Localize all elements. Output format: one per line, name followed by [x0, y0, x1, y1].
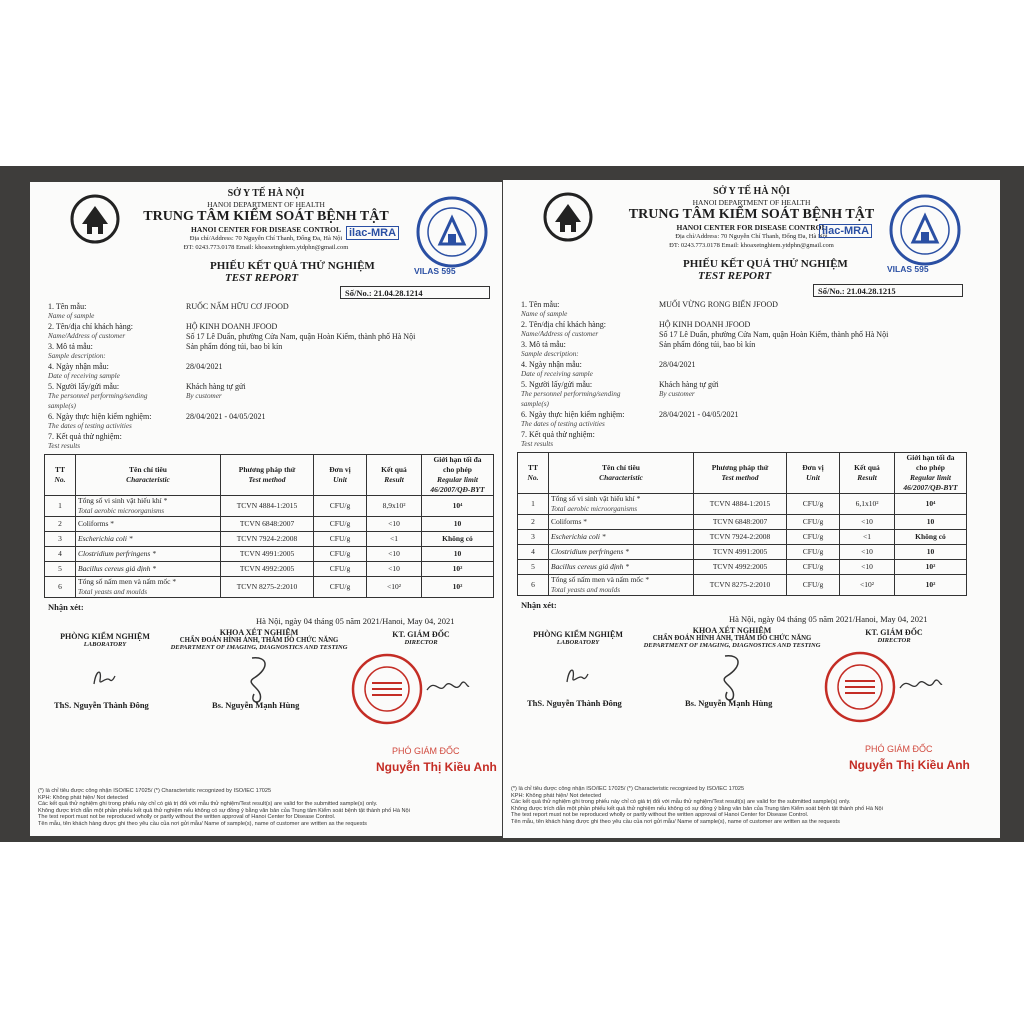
characteristic-vn: Clostridium perfringens *: [78, 549, 156, 558]
row-limit: 10²: [895, 575, 967, 596]
row-method: TCVN 4884-1:2015: [221, 496, 314, 517]
footnote-2: KPH: Không phát hiện/ Not detected: [511, 792, 602, 799]
ilac-mra-mark: ilac-MRA: [819, 224, 872, 238]
table-row: [45, 577, 494, 598]
test-report-right: [503, 180, 1000, 838]
row-unit: CFU/g: [314, 577, 367, 598]
sender-value-en: By customer: [186, 392, 222, 400]
row-result: <1: [840, 530, 895, 545]
receive-date-value: 28/04/2021: [659, 360, 696, 369]
row-limit: Không có: [895, 530, 967, 545]
row-method: TCVN 4884-1:2015: [694, 494, 787, 515]
director-signature-icon: [425, 674, 470, 699]
row-result: <10²: [367, 577, 422, 598]
table-row: [518, 560, 967, 575]
sample-name-label-en: Name of sample: [48, 312, 95, 320]
characteristic-vn: Bacillus cereus giả định *: [78, 564, 157, 573]
receive-date-label: 4. Ngày nhận mẫu:: [521, 360, 582, 369]
row-characteristic: [549, 560, 694, 575]
row-unit: CFU/g: [314, 532, 367, 547]
col-limit: Giới hạn tối đa cho phép Regular limit 46/2007/QĐ-BYT: [895, 453, 967, 494]
row-limit: 10⁴: [895, 494, 967, 515]
remarks-label: Nhận xét:: [521, 600, 557, 610]
center-name-vn: TRUNG TÂM KIỂM SOÁT BỆNH TẬT: [143, 209, 389, 224]
test-dates-label-en: The dates of testing activities: [521, 420, 605, 428]
center-contact: ĐT: 0243.773.0178 Email: khoaxetnghiem.ytdphn@gmail.com: [669, 242, 834, 249]
row-result: <10: [367, 562, 422, 577]
table-row: [45, 562, 494, 577]
red-stamp-icon: [350, 652, 424, 726]
col-unit: Đơn vị Unit: [787, 453, 840, 494]
row-limit: 10⁴: [422, 496, 494, 517]
row-result: <10: [840, 545, 895, 560]
report-title-en: TEST REPORT: [225, 272, 299, 284]
footnote-4: Không được trích dẫn một phần phiếu kết quả thử nghiệm nếu không có sự đồng ý bằng văn bản của Trung tâm Kiểm soát bệnh tật thành phố Hà Nội: [38, 807, 410, 814]
table-row: [518, 545, 967, 560]
row-limit: 10²: [895, 560, 967, 575]
row-unit: CFU/g: [787, 530, 840, 545]
row-method: TCVN 4991:2005: [694, 545, 787, 560]
footnote-1: (*) là chỉ tiêu được công nhận ISO/IEC 17025/ (*) Characteristic recognized by ISO/IEC 17025: [511, 786, 745, 792]
row-characteristic: [549, 494, 694, 515]
footnotes: [38, 788, 498, 828]
lab-signature-block: [523, 630, 633, 646]
dept-title-vn-2: CHẨN ĐOÁN HÌNH ẢNH, THĂM DÒ CHỨC NĂNG: [179, 637, 339, 644]
characteristic-vn: Tổng số nấm men và nấm mốc *: [78, 577, 177, 586]
row-unit: CFU/g: [314, 496, 367, 517]
row-unit: CFU/g: [314, 517, 367, 532]
director-signature-block: [849, 628, 939, 644]
col-no: TT No.: [45, 455, 76, 496]
director-signer-name: Nguyễn Thị Kiều Anh: [376, 760, 497, 774]
row-unit: CFU/g: [314, 547, 367, 562]
row-unit: CFU/g: [787, 560, 840, 575]
customer-address-value: Số 17 Lê Duẩn, phường Cửa Nam, quận Hoàn Kiếm, thành phố Hà Nội: [186, 332, 416, 341]
report-number: Số/No.: 21.04.28.1215: [813, 284, 963, 297]
center-contact: ĐT: 0243.773.0178 Email: khoaxetnghiem.ytdphn@gmail.com: [183, 244, 349, 251]
director-title-en: DIRECTOR: [877, 637, 911, 644]
director-title-en: DIRECTOR: [404, 639, 438, 646]
test-dates-label: 6. Ngày thực hiện kiểm nghiệm:: [48, 412, 152, 421]
director-signature-icon: [898, 672, 943, 697]
dept-signer-name: Bs. Nguyễn Mạnh Hùng: [685, 698, 773, 708]
col-characteristic: Tên chỉ tiêu Characteristic: [549, 453, 694, 494]
lab-title-en: LABORATORY: [556, 639, 600, 646]
red-stamp-icon: [823, 650, 897, 724]
row-no: 5: [518, 560, 549, 575]
col-method: Phương pháp thử Test method: [694, 453, 787, 494]
lab-signature-icon: [88, 662, 118, 692]
sample-info: [517, 300, 967, 450]
report-header: [503, 180, 1000, 282]
footnote-3: Các kết quả thử nghiệm ghi trong phiếu này chỉ có giá trị đối với mẫu thử nghiệm/Test result(s) are valid for the submitted sample(s) only.: [38, 801, 378, 808]
footnote-5: The test report must not be reproduced wholly or partly without the written approval of Hanoi Center for Disease Control.: [511, 812, 809, 819]
customer-value: HỘ KINH DOANH JFOOD: [186, 322, 278, 331]
vilas-number: VILAS 595: [887, 264, 929, 274]
dept-signature-block: [637, 626, 827, 649]
row-limit: 10: [895, 515, 967, 530]
footnote-1: (*) là chỉ tiêu được công nhận ISO/IEC 17025/ (*) Characteristic recognized by ISO/IEC 17025: [38, 788, 272, 794]
test-dates-label: 6. Ngày thực hiện kiểm nghiệm:: [521, 410, 625, 419]
row-unit: CFU/g: [314, 562, 367, 577]
characteristic-vn: Tổng số nấm men và nấm mốc *: [551, 575, 650, 584]
footnote-2: KPH: Không phát hiện/ Not detected: [38, 794, 129, 801]
row-no: 4: [518, 545, 549, 560]
report-title-vn: PHIẾU KẾT QUẢ THỬ NGHIỆM: [683, 258, 848, 270]
row-unit: CFU/g: [787, 494, 840, 515]
report-title-vn: PHIẾU KẾT QUẢ THỬ NGHIỆM: [210, 260, 375, 272]
row-method: TCVN 4991:2005: [221, 547, 314, 562]
test-dates-value: 28/04/2021 - 04/05/2021: [186, 412, 266, 421]
sender-label-en-2: sample(s): [521, 400, 549, 408]
table-row: [518, 575, 967, 596]
row-no: 3: [518, 530, 549, 545]
footnote-6: Tên mẫu, tên khách hàng được ghi theo yêu cầu của nơi gửi mẫu/ Name of sample(s), name of customer are written as the requests: [511, 818, 840, 825]
lab-title-vn: PHÒNG KIỂM NGHIỆM: [533, 630, 623, 639]
sample-name-label: 1. Tên mẫu:: [48, 302, 87, 311]
characteristic-vn: Escherichia coli *: [78, 534, 133, 543]
row-characteristic: [549, 515, 694, 530]
row-characteristic: [549, 545, 694, 560]
sender-label: 5. Người lấy/gửi mẫu:: [48, 382, 120, 391]
col-result: Kết quả Result: [840, 453, 895, 494]
table-header-row: [518, 453, 967, 494]
row-unit: CFU/g: [787, 545, 840, 560]
center-address: Địa chỉ/Address: 70 Nguyễn Chí Thanh, Đống Đa, Hà Nội: [675, 233, 828, 240]
results-label-en: Test results: [48, 442, 81, 450]
director-title-vn: KT. GIÁM ĐỐC: [392, 630, 450, 639]
characteristic-vn: Coliforms *: [78, 519, 115, 528]
row-method: TCVN 6848:2007: [694, 515, 787, 530]
description-label: 3. Mô tả mẫu:: [521, 340, 566, 349]
characteristic-vn: Tổng số vi sinh vật hiếu khí *: [551, 494, 641, 503]
characteristic-vn: Coliforms *: [551, 517, 588, 526]
footnote-6: Tên mẫu, tên khách hàng được ghi theo yêu cầu của nơi gửi mẫu/ Name of sample(s), name of customer are written as the requests: [38, 820, 367, 827]
footnote-4: Không được trích dẫn một phần phiếu kết quả thử nghiệm nếu không có sự đồng ý bằng văn bản của Trung tâm Kiểm soát bệnh tật thành phố Hà Nội: [511, 805, 883, 812]
dept-signature-icon: [713, 650, 753, 705]
receive-date-label: 4. Ngày nhận mẫu:: [48, 362, 109, 371]
dept-name-en: HANOI DEPARTMENT OF HEALTH: [207, 200, 325, 209]
table-row: [45, 496, 494, 517]
row-result: <10: [840, 515, 895, 530]
characteristic-en: Total yeasts and moulds: [551, 586, 621, 594]
dept-name-en: HANOI DEPARTMENT OF HEALTH: [692, 198, 811, 207]
dept-signer-name: Bs. Nguyễn Mạnh Hùng: [212, 700, 300, 710]
results-table: [44, 454, 494, 598]
sample-name-value: RUỐC NẤM HỮU CƠ JFOOD: [186, 302, 289, 311]
ilac-mra-mark: ilac-MRA: [346, 226, 399, 240]
customer-value: HỘ KINH DOANH JFOOD: [659, 320, 751, 329]
lab-signer-name: ThS. Nguyễn Thành Đông: [527, 698, 622, 708]
row-no: 2: [518, 515, 549, 530]
report-header: [30, 182, 502, 284]
results-label-en: Test results: [521, 440, 554, 448]
test-dates-label-en: The dates of testing activities: [48, 422, 132, 430]
lab-signature-block: [50, 632, 160, 648]
row-result: <10: [840, 560, 895, 575]
dept-signature-icon: [240, 652, 280, 707]
row-limit: Không có: [422, 532, 494, 547]
row-limit: 10: [895, 545, 967, 560]
dept-title-en: DEPARTMENT OF IMAGING, DIAGNOSTICS AND TESTING: [643, 642, 821, 649]
col-characteristic: Tên chỉ tiêu Characteristic: [76, 455, 221, 496]
row-limit: 10: [422, 547, 494, 562]
characteristic-en: Total aerobic microorganisms: [78, 507, 164, 515]
row-result: 6,1x10²: [840, 494, 895, 515]
receive-date-label-en: Date of receiving sample: [48, 372, 120, 380]
row-method: TCVN 7924-2:2008: [221, 532, 314, 547]
results-label: 7. Kết quả thử nghiệm:: [48, 432, 122, 441]
row-limit: 10: [422, 517, 494, 532]
table-row: [45, 532, 494, 547]
center-address: Địa chỉ/Address: 70 Nguyễn Chí Thanh, Đống Đa, Hà Nội: [189, 235, 343, 242]
report-date: Hà Nội, ngày 04 tháng 05 năm 2021/Hanoi, May 04, 2021: [256, 616, 455, 626]
table-row: [45, 517, 494, 532]
row-no: 3: [45, 532, 76, 547]
row-no: 2: [45, 517, 76, 532]
lab-signature-icon: [561, 660, 591, 690]
row-result: <1: [367, 532, 422, 547]
center-name-vn: TRUNG TÂM KIỂM SOÁT BỆNH TẬT: [628, 207, 875, 222]
row-method: TCVN 4992:2005: [694, 560, 787, 575]
customer-label-en: Name/Address of customer: [521, 330, 599, 338]
row-method: TCVN 6848:2007: [221, 517, 314, 532]
dept-name-vn: SỞ Y TẾ HÀ NỘI: [713, 186, 790, 197]
table-header-row: [45, 455, 494, 496]
col-limit: Giới hạn tối đa cho phép Regular limit 46/2007/QĐ-BYT: [422, 455, 494, 496]
sender-value: Khách hàng tự gửi: [186, 382, 246, 391]
dept-signature-block: [164, 628, 354, 651]
row-characteristic: [549, 575, 694, 596]
customer-label: 2. Tên/địa chỉ khách hàng:: [48, 322, 133, 331]
row-no: 6: [45, 577, 76, 598]
row-result: <10: [367, 547, 422, 562]
table-row: [518, 515, 967, 530]
table-row: [518, 530, 967, 545]
description-label: 3. Mô tả mẫu:: [48, 342, 93, 351]
sender-label: 5. Người lấy/gửi mẫu:: [521, 380, 593, 389]
row-no: 5: [45, 562, 76, 577]
characteristic-en: Total yeasts and moulds: [78, 588, 148, 596]
row-limit: 10²: [422, 562, 494, 577]
row-method: TCVN 8275-2:2010: [694, 575, 787, 596]
row-limit: 10²: [422, 577, 494, 598]
director-title-vn: KT. GIÁM ĐỐC: [865, 628, 923, 637]
center-name-en: HANOI CENTER FOR DISEASE CONTROL: [190, 225, 342, 234]
lab-signer-name: ThS. Nguyễn Thành Đông: [54, 700, 149, 710]
row-characteristic: [76, 517, 221, 532]
sender-label-en: The personnel performing/sending: [48, 392, 148, 400]
sender-label-en-2: sample(s): [48, 402, 76, 410]
results-body: [45, 496, 494, 598]
accreditation-seal-icon: [889, 194, 961, 266]
sample-info: [44, 302, 494, 452]
row-method: TCVN 4992:2005: [221, 562, 314, 577]
row-characteristic: [76, 577, 221, 598]
characteristic-en: Total aerobic microorganisms: [551, 505, 637, 513]
characteristic-vn: Tổng số vi sinh vật hiếu khí *: [78, 496, 168, 505]
sender-value-en: By customer: [659, 390, 695, 398]
receive-date-label-en: Date of receiving sample: [521, 370, 593, 378]
row-characteristic: [76, 532, 221, 547]
col-no: TT No.: [518, 453, 549, 494]
sender-value: Khách hàng tự gửi: [659, 380, 719, 389]
customer-address-value: Số 17 Lê Duẩn, phường Cửa Nam, quận Hoàn Kiếm, thành phố Hà Nội: [659, 330, 889, 339]
sample-name-label-en: Name of sample: [521, 310, 568, 318]
lab-title-en: LABORATORY: [83, 641, 127, 648]
director-signature-block: [376, 630, 466, 646]
row-characteristic: [76, 496, 221, 517]
sample-name-value: MUỐI VỪNG RONG BIỂN JFOOD: [659, 300, 778, 309]
vice-director-title: PHÓ GIÁM ĐỐC: [865, 744, 933, 754]
row-method: TCVN 7924-2:2008: [694, 530, 787, 545]
footnotes: [511, 786, 971, 826]
col-method: Phương pháp thử Test method: [221, 455, 314, 496]
vilas-number: VILAS 595: [414, 266, 456, 276]
row-unit: CFU/g: [787, 575, 840, 596]
footnote-5: The test report must not be reproduced wholly or partly without the written approval of Hanoi Center for Disease Control.: [38, 814, 336, 821]
dept-title-en: DEPARTMENT OF IMAGING, DIAGNOSTICS AND TESTING: [170, 644, 348, 651]
description-value: Sản phẩm đóng túi, bao bì kín: [186, 342, 283, 351]
row-characteristic: [76, 547, 221, 562]
results-table: [517, 452, 967, 596]
accreditation-seal-icon: [416, 196, 488, 268]
row-no: 4: [45, 547, 76, 562]
row-characteristic: [76, 562, 221, 577]
row-result: 8,9x10²: [367, 496, 422, 517]
row-result: <10²: [840, 575, 895, 596]
vice-director-title: PHÓ GIÁM ĐỐC: [392, 746, 460, 756]
dept-name-vn: SỞ Y TẾ HÀ NỘI: [227, 188, 305, 199]
characteristic-vn: Bacillus cereus giả định *: [551, 562, 630, 571]
center-name-en: HANOI CENTER FOR DISEASE CONTROL: [676, 223, 827, 232]
sample-name-label: 1. Tên mẫu:: [521, 300, 560, 309]
sender-label-en: The personnel performing/sending: [521, 390, 621, 398]
remarks-label: Nhận xét:: [48, 602, 84, 612]
test-report-left: [30, 182, 502, 836]
customer-label: 2. Tên/địa chỉ khách hàng:: [521, 320, 606, 329]
description-label-en: Sample description:: [521, 350, 579, 358]
customer-label-en: Name/Address of customer: [48, 332, 126, 340]
results-body: [518, 494, 967, 596]
footnote-3: Các kết quả thử nghiệm ghi trong phiếu này chỉ có giá trị đối với mẫu thử nghiệm/Test result(s) are valid for the submitted sample(s) only.: [511, 799, 851, 806]
description-value: Sản phẩm đóng túi, bao bì kín: [659, 340, 756, 349]
row-result: <10: [367, 517, 422, 532]
characteristic-vn: Escherichia coli *: [551, 532, 606, 541]
row-no: 1: [518, 494, 549, 515]
report-title-en: TEST REPORT: [698, 270, 772, 282]
row-characteristic: [549, 530, 694, 545]
dept-title-vn-2: CHẨN ĐOÁN HÌNH ẢNH, THĂM DÒ CHỨC NĂNG: [652, 635, 812, 642]
lab-title-vn: PHÒNG KIỂM NGHIỆM: [60, 632, 150, 641]
report-number: Số/No.: 21.04.28.1214: [340, 286, 490, 299]
receive-date-value: 28/04/2021: [186, 362, 223, 371]
row-method: TCVN 8275-2:2010: [221, 577, 314, 598]
director-signer-name: Nguyễn Thị Kiều Anh: [849, 758, 970, 772]
dept-title-vn: KHOA XÉT NGHIỆM: [219, 628, 299, 637]
row-no: 6: [518, 575, 549, 596]
characteristic-vn: Clostridium perfringens *: [551, 547, 629, 556]
dept-title-vn: KHOA XÉT NGHIỆM: [692, 626, 772, 635]
col-unit: Đơn vị Unit: [314, 455, 367, 496]
row-unit: CFU/g: [787, 515, 840, 530]
results-label: 7. Kết quả thử nghiệm:: [521, 430, 595, 439]
row-no: 1: [45, 496, 76, 517]
test-dates-value: 28/04/2021 - 04/05/2021: [659, 410, 739, 419]
table-row: [518, 494, 967, 515]
col-result: Kết quả Result: [367, 455, 422, 496]
report-date: Hà Nội, ngày 04 tháng 05 năm 2021/Hanoi, May 04, 2021: [729, 614, 928, 624]
table-row: [45, 547, 494, 562]
description-label-en: Sample description:: [48, 352, 106, 360]
